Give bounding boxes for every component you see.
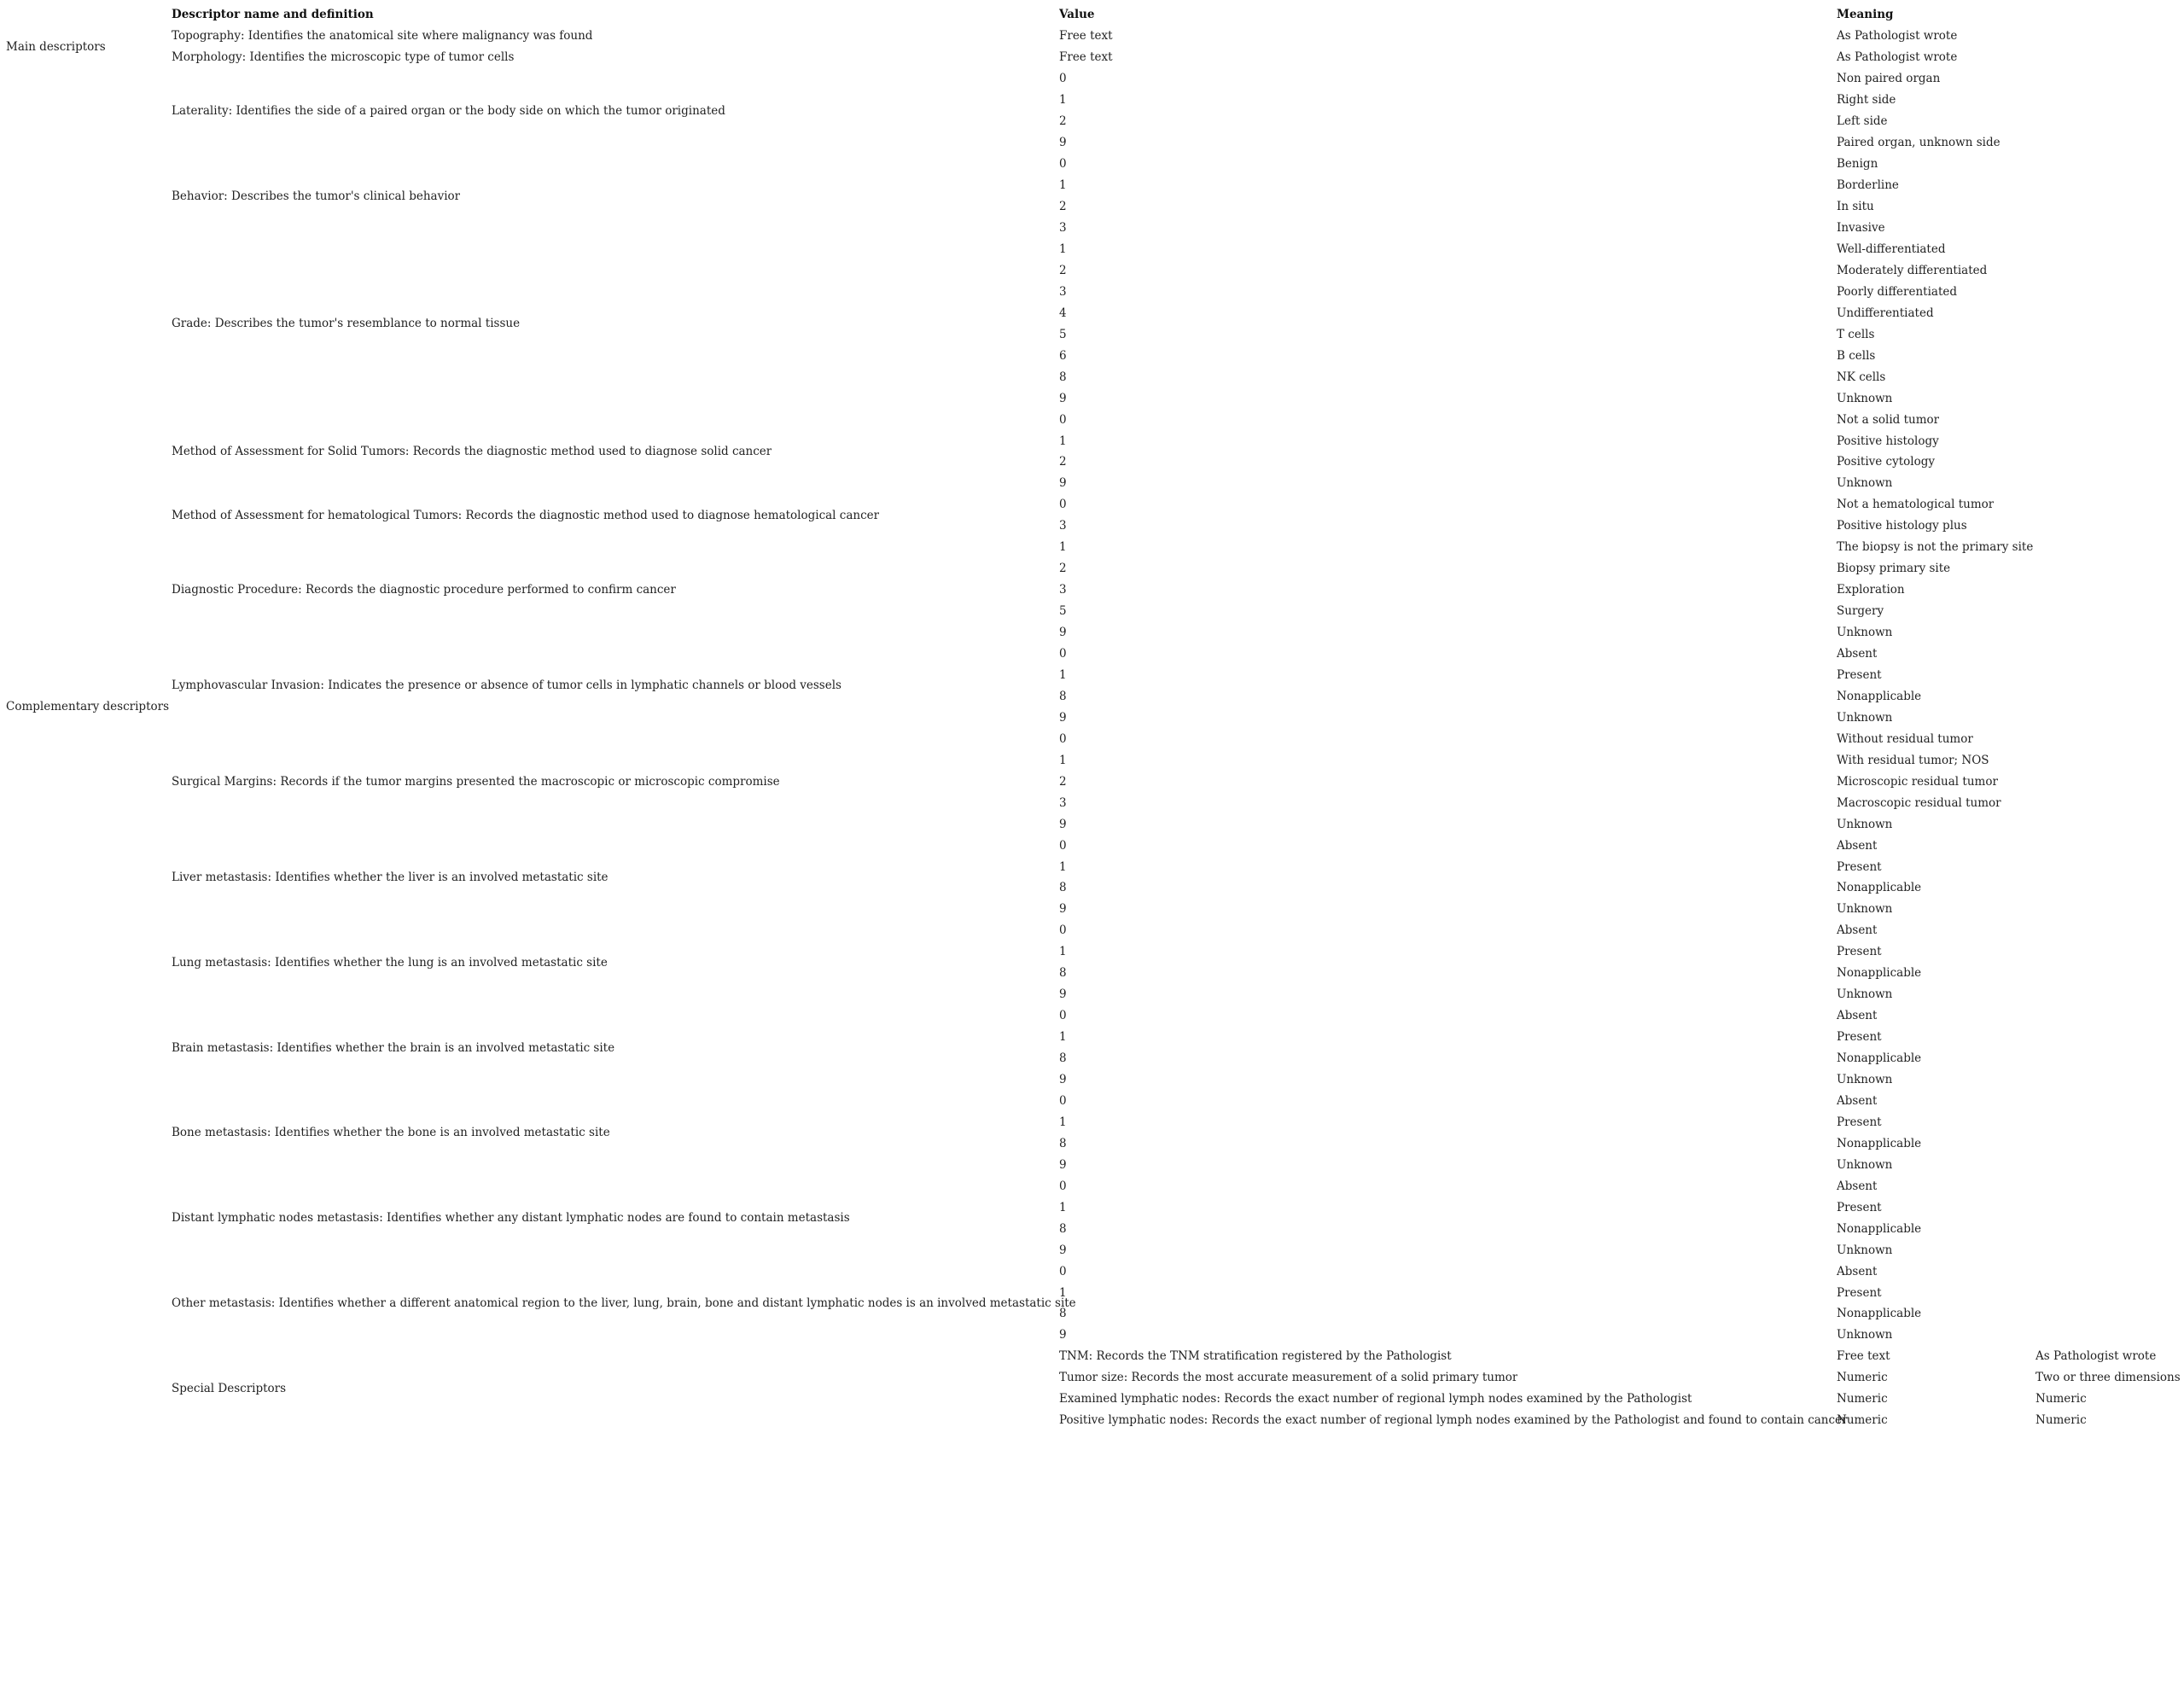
option-value: 3 <box>1059 519 1067 533</box>
option-meaning: Unknown <box>1837 1243 1893 1257</box>
special-meaning: Two or three dimensions <box>2035 1371 2181 1385</box>
option-meaning: Positive cytology <box>1837 455 1936 469</box>
option-meaning: As Pathologist wrote <box>1837 29 1958 44</box>
option-value: 2 <box>1059 114 1067 129</box>
option-meaning: Unknown <box>1837 1157 1893 1172</box>
option-value: 1 <box>1059 93 1067 108</box>
option-value: 5 <box>1059 604 1067 619</box>
option-value: 8 <box>1059 1221 1067 1236</box>
option-value: 8 <box>1059 1136 1067 1150</box>
option-meaning: Benign <box>1837 157 1878 172</box>
option-meaning: B cells <box>1837 348 1876 363</box>
option-value: 0 <box>1059 647 1067 661</box>
option-value: 0 <box>1059 1179 1067 1193</box>
descriptor-name: Method of Assessment for Solid Tumors: Records the diagnostic method used to diagnose solid cancer <box>172 445 772 458</box>
option-meaning: Left side <box>1837 114 1888 129</box>
group-label: Complementary descriptors <box>6 700 170 714</box>
option-value: 0 <box>1059 1009 1067 1023</box>
option-meaning: Absent <box>1837 647 1878 661</box>
option-meaning: Unknown <box>1837 817 1893 831</box>
option-meaning: Nonapplicable <box>1837 1307 1922 1321</box>
descriptor-name: Laterality: Identifies the side of a paired organ or the body side on which the tumor originated <box>172 103 725 118</box>
option-value: 8 <box>1059 370 1067 384</box>
option-meaning: Present <box>1837 1200 1882 1214</box>
option-value: 9 <box>1059 902 1067 917</box>
option-value: 1 <box>1059 859 1067 874</box>
option-meaning: Absent <box>1837 1264 1878 1278</box>
option-value: 0 <box>1059 1093 1067 1108</box>
option-meaning: Moderately differentiated <box>1837 263 1988 277</box>
option-value: 1 <box>1059 1285 1067 1300</box>
header-value: Value <box>1059 8 1095 21</box>
option-value: 1 <box>1059 242 1067 256</box>
option-meaning: Surgery <box>1837 604 1884 619</box>
option-meaning: Paired organ, unknown side <box>1837 136 2001 150</box>
option-value: 9 <box>1059 476 1067 491</box>
option-meaning: Unknown <box>1837 1328 1893 1342</box>
option-meaning: In situ <box>1837 200 1874 214</box>
option-meaning: The biopsy is not the primary site <box>1837 540 2034 555</box>
descriptor-name: Lung metastasis: Identifies whether the lung is an involved metastatic site <box>172 955 608 970</box>
option-meaning: Unknown <box>1837 476 1893 491</box>
special-value: Numeric <box>1837 1413 1888 1428</box>
header-descriptor: Descriptor name and definition <box>172 8 374 21</box>
option-value: 3 <box>1059 221 1067 236</box>
group-label: Main descriptors <box>6 39 106 54</box>
option-meaning: Positive histology plus <box>1837 519 1967 533</box>
descriptor-name: Diagnostic Procedure: Records the diagnostic procedure performed to confirm cancer <box>172 583 676 597</box>
option-meaning: Nonapplicable <box>1837 966 1922 981</box>
option-value: 1 <box>1059 1030 1067 1045</box>
option-value: 0 <box>1059 838 1067 853</box>
option-meaning: NK cells <box>1837 370 1886 384</box>
option-value: 8 <box>1059 1307 1067 1321</box>
special-meaning: Numeric <box>2035 1392 2087 1406</box>
option-value: 0 <box>1059 72 1067 86</box>
option-value: Free text <box>1059 29 1113 44</box>
option-meaning: Unknown <box>1837 987 1893 1002</box>
option-value: 2 <box>1059 455 1067 469</box>
option-value: 1 <box>1059 753 1067 767</box>
option-value: 1 <box>1059 667 1067 682</box>
option-meaning: With residual tumor; NOS <box>1837 753 1989 767</box>
special-descriptor-name: Positive lymphatic nodes: Records the exact number of regional lymph nodes examined by the Pathologist and found to contain cancer <box>1059 1413 1848 1428</box>
option-meaning: Biopsy primary site <box>1837 562 1951 576</box>
option-meaning: Non paired organ <box>1837 72 1941 86</box>
descriptor-name: Lymphovascular Invasion: Indicates the presence or absence of tumor cells in lymphatic channels or blood vessels <box>172 678 842 693</box>
option-value: 9 <box>1059 1073 1067 1087</box>
option-meaning: Exploration <box>1837 583 1905 597</box>
option-meaning: Absent <box>1837 1009 1878 1023</box>
option-value: 5 <box>1059 327 1067 341</box>
special-value: Numeric <box>1837 1371 1888 1385</box>
option-value: 1 <box>1059 540 1067 555</box>
option-value: 9 <box>1059 626 1067 640</box>
special-group-label: Special Descriptors <box>172 1381 287 1395</box>
option-value: 3 <box>1059 284 1067 299</box>
descriptor-name: Bone metastasis: Identifies whether the bone is an involved metastatic site <box>172 1126 610 1140</box>
option-meaning: Poorly differentiated <box>1837 284 1958 299</box>
option-value: 8 <box>1059 966 1067 981</box>
option-meaning: Not a hematological tumor <box>1837 498 1995 512</box>
special-meaning: As Pathologist wrote <box>2035 1349 2157 1364</box>
descriptor-name: Topography: Identifies the anatomical site where malignancy was found <box>172 29 593 44</box>
option-value: 0 <box>1059 731 1067 746</box>
option-meaning: T cells <box>1837 327 1875 341</box>
option-meaning: Unknown <box>1837 710 1893 725</box>
option-value: 2 <box>1059 263 1067 277</box>
option-value: 9 <box>1059 710 1067 725</box>
option-value: 0 <box>1059 412 1067 427</box>
option-meaning: Nonapplicable <box>1837 1051 1922 1066</box>
option-meaning: Nonapplicable <box>1837 1221 1922 1236</box>
option-value: 2 <box>1059 200 1067 214</box>
special-value: Numeric <box>1837 1392 1888 1406</box>
option-meaning: Nonapplicable <box>1837 1136 1922 1150</box>
option-value: 0 <box>1059 923 1067 938</box>
special-descriptor-name: Examined lymphatic nodes: Records the exact number of regional lymph nodes examined by the Pathologist <box>1059 1392 1692 1406</box>
option-value: 2 <box>1059 562 1067 576</box>
option-value: 0 <box>1059 157 1067 172</box>
option-value: 8 <box>1059 1051 1067 1066</box>
option-value: 0 <box>1059 1264 1067 1278</box>
option-value: 9 <box>1059 391 1067 405</box>
option-meaning: Not a solid tumor <box>1837 412 1940 427</box>
special-descriptor-name: TNM: Records the TNM stratification registered by the Pathologist <box>1059 1349 1452 1364</box>
descriptor-name: Grade: Describes the tumor's resemblance to normal tissue <box>172 317 521 331</box>
descriptor-name: Method of Assessment for hematological Tumors: Records the diagnostic method used to diagnose hematological cancer <box>172 508 880 522</box>
option-meaning: Nonapplicable <box>1837 689 1922 703</box>
option-value: Free text <box>1059 50 1113 65</box>
option-value: 4 <box>1059 306 1067 320</box>
option-meaning: Microscopic residual tumor <box>1837 774 1998 789</box>
option-value: 2 <box>1059 774 1067 789</box>
option-value: 1 <box>1059 434 1067 448</box>
option-value: 6 <box>1059 348 1067 363</box>
option-meaning: Macroscopic residual tumor <box>1837 795 2001 810</box>
option-meaning: Absent <box>1837 1179 1878 1193</box>
option-meaning: As Pathologist wrote <box>1837 50 1958 65</box>
option-meaning: Invasive <box>1837 221 1885 236</box>
option-value: 3 <box>1059 795 1067 810</box>
special-meaning: Numeric <box>2035 1413 2087 1428</box>
descriptor-name: Distant lymphatic nodes metastasis: Identifies whether any distant lymphatic nodes are found to contain metastasis <box>172 1211 850 1226</box>
option-meaning: Positive histology <box>1837 434 1939 448</box>
option-value: 9 <box>1059 987 1067 1002</box>
option-meaning: Present <box>1837 1115 1882 1129</box>
descriptor-name: Other metastasis: Identifies whether a different anatomical region to the liver, lung, brain, bone and distant lymphatic nodes is an involved metastatic site <box>172 1296 1076 1310</box>
descriptor-name: Surgical Margins: Records if the tumor margins presented the macroscopic or microscopic compromise <box>172 774 780 789</box>
option-meaning: Present <box>1837 945 1882 959</box>
option-value: 9 <box>1059 1157 1067 1172</box>
option-meaning: Unknown <box>1837 902 1893 917</box>
option-meaning: Present <box>1837 667 1882 682</box>
option-meaning: Unknown <box>1837 391 1893 405</box>
option-value: 9 <box>1059 1243 1067 1257</box>
header-meaning: Meaning <box>1837 8 1894 21</box>
option-meaning: Unknown <box>1837 626 1893 640</box>
option-meaning: Nonapplicable <box>1837 881 1922 895</box>
descriptor-name: Brain metastasis: Identifies whether the brain is an involved metastatic site <box>172 1040 615 1055</box>
special-value: Free text <box>1837 1349 1890 1364</box>
option-value: 9 <box>1059 136 1067 150</box>
option-meaning: Present <box>1837 859 1882 874</box>
option-value: 1 <box>1059 945 1067 959</box>
option-meaning: Absent <box>1837 1093 1878 1108</box>
option-value: 9 <box>1059 817 1067 831</box>
descriptor-name: Behavior: Describes the tumor's clinical behavior <box>172 189 461 203</box>
option-meaning: Borderline <box>1837 178 1899 193</box>
descriptor-name: Morphology: Identifies the microscopic type of tumor cells <box>172 50 515 65</box>
option-meaning: Absent <box>1837 923 1878 938</box>
special-descriptor-name: Tumor size: Records the most accurate measurement of a solid primary tumor <box>1059 1371 1518 1385</box>
option-value: 3 <box>1059 583 1067 597</box>
option-value: 9 <box>1059 1328 1067 1342</box>
descriptor-name: Liver metastasis: Identifies whether the liver is an involved metastatic site <box>172 871 609 884</box>
option-meaning: Present <box>1837 1285 1882 1300</box>
option-value: 1 <box>1059 1115 1067 1129</box>
option-meaning: Undifferentiated <box>1837 306 1934 320</box>
option-value: 1 <box>1059 178 1067 193</box>
option-meaning: Well-differentiated <box>1837 242 1946 256</box>
option-value: 1 <box>1059 1200 1067 1214</box>
option-meaning: Right side <box>1837 93 1896 108</box>
option-value: 8 <box>1059 689 1067 703</box>
option-value: 8 <box>1059 881 1067 895</box>
option-meaning: Present <box>1837 1030 1882 1045</box>
option-meaning: Unknown <box>1837 1073 1893 1087</box>
option-value: 0 <box>1059 498 1067 512</box>
option-meaning: Without residual tumor <box>1837 731 1973 746</box>
option-meaning: Absent <box>1837 838 1878 853</box>
